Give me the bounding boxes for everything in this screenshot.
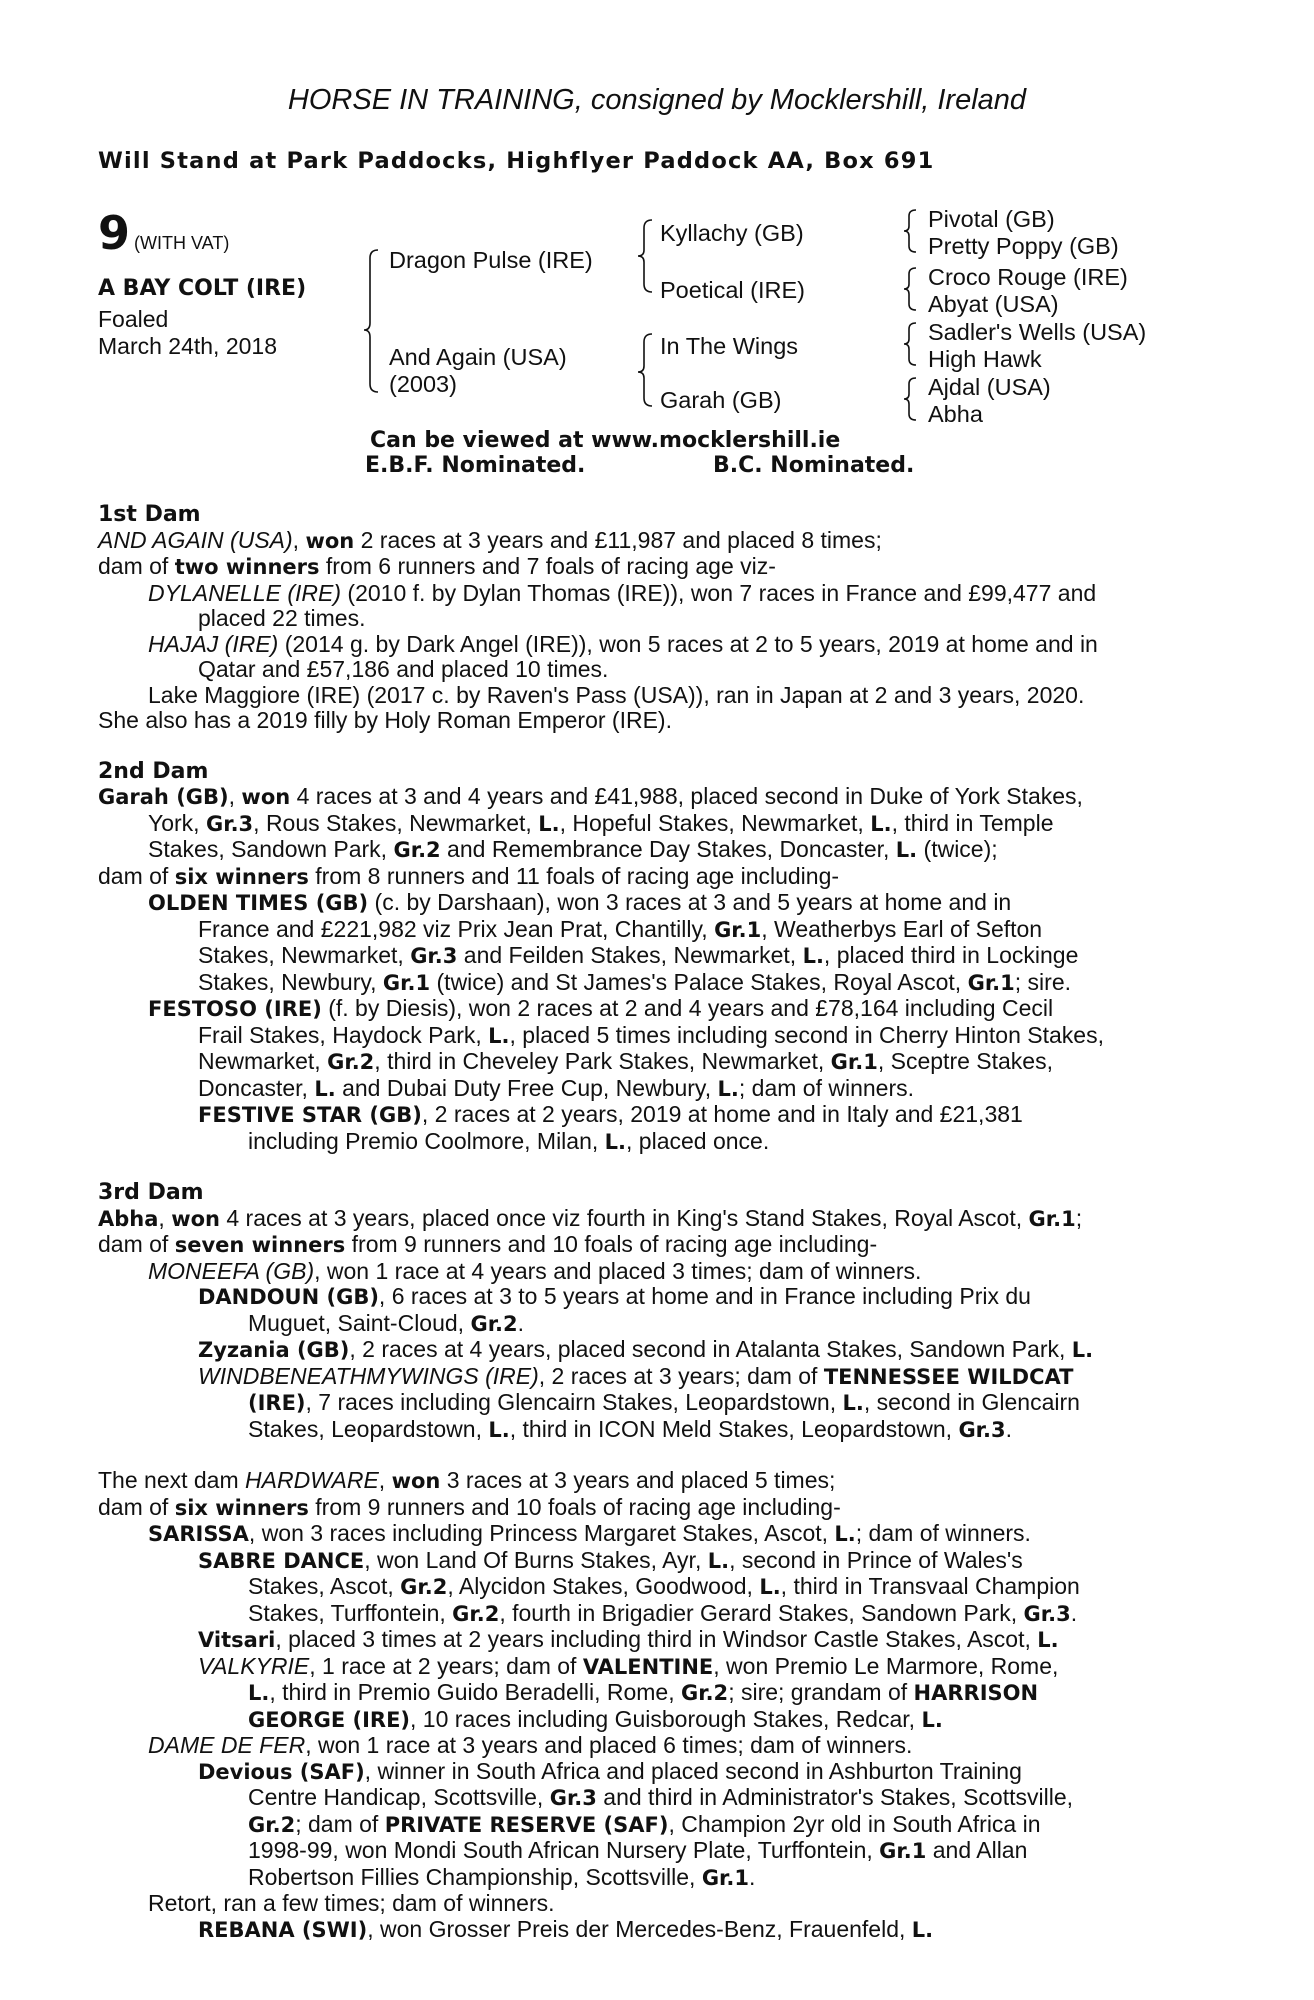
third-dam-line: DANDOUN (GB), 6 races at 3 to 5 years at home and in France including Prix du — [198, 1283, 1031, 1309]
second-dam-line: including Premio Coolmore, Milan, L., placed once. — [248, 1127, 770, 1154]
pedigree-g7: Ajdal (USA) — [928, 374, 1051, 400]
foaled-label: Foaled — [98, 306, 169, 332]
second-dam-line: Frail Stakes, Haydock Park, L., placed 5 times including second in Cherry Hinton Stakes, — [198, 1021, 1104, 1048]
next-dam-line: Centre Handicap, Scottsville, Gr.3 and third in Administrator's Stakes, Scottsville, — [248, 1784, 1073, 1810]
stand-location: Will Stand at Park Paddocks, Highflyer Paddock AA, Box 691 — [98, 148, 935, 174]
consignment-line: HORSE IN TRAINING, consigned by Mocklershill, Ireland — [287, 84, 1027, 116]
pedigree-sire-dam: Poetical (IRE) — [660, 277, 805, 303]
bracket-dam — [638, 334, 652, 406]
second-dam-line: Stakes, Newmarket, Gr.3 and Feilden Stakes, Newmarket, L., placed third in Lockinge — [198, 942, 1079, 968]
first-dam-line: She also has a 2019 filly by Holy Roman Emperor (IRE). — [98, 707, 672, 733]
next-dam-line: SABRE DANCE, won Land Of Burns Stakes, Ayr, L., second in Prince of Wales's — [198, 1546, 1023, 1573]
first-dam-line: DYLANELLE (IRE) (2010 f. by Dylan Thomas (IRE)), won 7 races in France and £99,477 and — [148, 579, 1097, 606]
next-dam-line: Vitsari, placed 3 times at 2 years including third in Windsor Castle Stakes, Ascot, L. — [198, 1626, 1059, 1652]
next-dam-line: The next dam HARDWARE, won 3 races at 3 years and placed 5 times; — [98, 1467, 836, 1493]
first-dam-heading: 1st Dam — [98, 502, 201, 527]
third-dam-line: Zyzania (GB), 2 races at 4 years, placed second in Atalanta Stakes, Sandown Park, L. — [198, 1336, 1094, 1362]
pedigree-sire: Dragon Pulse (IRE) — [389, 247, 593, 273]
second-dam-line: Stakes, Sandown Park, Gr.2 and Remembrance Day Stakes, Doncaster, L. (twice); — [148, 836, 998, 862]
next-dam-line: VALKYRIE, 1 race at 2 years; dam of VALENTINE, won Premio Le Marmore, Rome, — [198, 1652, 1059, 1679]
bracket-g2 — [904, 268, 916, 310]
bracket-g4 — [904, 378, 916, 420]
first-dam-line: Lake Maggiore (IRE) (2017 c. by Raven's Pass (USA)), ran in Japan at 2 and 3 years, 2020. — [148, 681, 1085, 708]
second-dam-line: FESTIVE STAR (GB), 2 races at 2 years, 2019 at home and in Italy and £21,381 — [198, 1101, 1023, 1127]
bracket-sire — [638, 220, 652, 292]
pedigree-dam-year: (2003) — [389, 371, 457, 397]
first-dam-line: HAJAJ (IRE) (2014 g. by Dark Angel (IRE)), won 5 races at 2 to 5 years, 2019 at home and in — [148, 630, 1098, 657]
next-dam-line: 1998-99, won Mondi South African Nursery Plate, Turffontein, Gr.1 and Allan — [248, 1837, 1028, 1863]
next-dam-line: Stakes, Ascot, Gr.2, Alycidon Stakes, Goodwood, L., third in Transvaal Champion — [248, 1573, 1080, 1599]
pedigree-g4: Abyat (USA) — [928, 291, 1059, 317]
next-dam-line: Gr.2; dam of PRIVATE RESERVE (SAF), Champion 2yr old in South Africa in — [248, 1810, 1041, 1837]
first-dam-line: placed 22 times. — [198, 605, 366, 631]
second-dam-line: OLDEN TIMES (GB) (c. by Darshaan), won 3 races at 3 and 5 years at home and in — [148, 889, 1012, 915]
ebf-note: E.B.F. Nominated. — [365, 453, 586, 478]
next-dam-line: L., third in Premio Guido Beradelli, Rome, Gr.2; sire; grandam of HARRISON — [248, 1679, 1039, 1705]
second-dam-heading: 2nd Dam — [98, 758, 209, 784]
next-dam-line: Stakes, Turffontein, Gr.2, fourth in Brigadier Gerard Stakes, Sandown Park, Gr.3. — [248, 1599, 1078, 1626]
bracket-parents — [364, 250, 378, 392]
next-dam-line: Robertson Fillies Championship, Scottsville, Gr.1. — [248, 1863, 756, 1890]
bracket-g1 — [904, 210, 916, 252]
second-dam-line: Garah (GB), won 4 races at 3 and 4 years and £41,988, placed second in Duke of York Stakes, — [98, 783, 1083, 809]
horse-description: A BAY COLT (IRE) — [98, 276, 307, 301]
second-dam-line: FESTOSO (IRE) (f. by Diesis), won 2 races at 2 and 4 years and £78,164 including Cecil — [148, 995, 1054, 1021]
third-dam-line: Muguet, Saint-Cloud, Gr.2. — [248, 1309, 525, 1336]
second-dam-line: Stakes, Newbury, Gr.1 (twice) and St James's Palace Stakes, Royal Ascot, Gr.1; sire. — [198, 968, 1072, 995]
next-dam-line: Devious (SAF), winner in South Africa and placed second in Ashburton Training — [198, 1757, 1022, 1784]
next-dam-line: REBANA (SWI), won Grosser Preis der Mercedes-Benz, Frauenfeld, L. — [198, 1915, 934, 1942]
vat-label: (WITH VAT) — [134, 233, 230, 253]
pedigree-g8: Abha — [928, 401, 983, 427]
next-dam-line: GEORGE (IRE), 10 races including Guisborough Stakes, Redcar, L. — [248, 1705, 943, 1732]
viewing-note: Can be viewed at www.mocklershill.ie — [370, 428, 841, 453]
bracket-g3 — [904, 323, 916, 365]
next-dam-line: DAME DE FER, won 1 race at 3 years and placed 6 times; dam of winners. — [148, 1732, 913, 1758]
pedigree-g2: Pretty Poppy (GB) — [928, 233, 1119, 259]
dam-details — [98, 502, 1198, 1943]
first-dam-line: dam of two winners from 6 runners and 7 foals of racing age viz- — [98, 553, 776, 579]
third-dam-line: WINDBENEATHMYWINGS (IRE), 2 races at 3 years; dam of TENNESSEE WILDCAT — [198, 1362, 1074, 1389]
pedigree-dam-sire: In The Wings — [660, 333, 799, 359]
second-dam-line: Newmarket, Gr.2, third in Cheveley Park Stakes, Newmarket, Gr.1, Sceptre Stakes, — [198, 1048, 1053, 1074]
second-dam-line: York, Gr.3, Rous Stakes, Newmarket, L., Hopeful Stakes, Newmarket, L., third in Temple — [148, 809, 1054, 836]
pedigree-dam: And Again (USA) — [389, 344, 567, 370]
pedigree-g3: Croco Rouge (IRE) — [928, 264, 1128, 290]
first-dam-line: Qatar and £57,186 and placed 10 times. — [198, 656, 609, 682]
third-dam-heading: 3rd Dam — [98, 1180, 204, 1205]
pedigree-g6: High Hawk — [928, 346, 1042, 372]
second-dam-line: France and £221,982 viz Prix Jean Prat, Chantilly, Gr.1, Weatherbys Earl of Sefton — [198, 915, 1043, 942]
next-dam-line: Retort, ran a few times; dam of winners. — [148, 1890, 555, 1916]
pedigree-dam-dam: Garah (GB) — [660, 387, 782, 413]
bc-note: B.C. Nominated. — [713, 453, 915, 478]
second-dam-line: Doncaster, L. and Dubai Duty Free Cup, Newbury, L.; dam of winners. — [198, 1074, 915, 1101]
third-dam-line: MONEEFA (GB), won 1 race at 4 years and placed 3 times; dam of winners. — [148, 1257, 922, 1284]
second-dam-line: dam of six winners from 8 runners and 11 foals of racing age including- — [98, 862, 840, 889]
third-dam-line: dam of seven winners from 9 runners and 10 foals of racing age including- — [98, 1231, 878, 1257]
pedigree-brackets — [0, 0, 1314, 440]
pedigree-g1: Pivotal (GB) — [928, 206, 1055, 232]
first-dam-line: AND AGAIN (USA), won 2 races at 3 years and £11,987 and placed 8 times; — [98, 526, 882, 553]
third-dam-line: Stakes, Leopardstown, L., third in ICON Meld Stakes, Leopardstown, Gr.3. — [248, 1415, 1013, 1442]
pedigree-g5: Sadler's Wells (USA) — [928, 319, 1147, 345]
foaled-date: March 24th, 2018 — [98, 333, 278, 359]
pedigree-sire-sire: Kyllachy (GB) — [660, 220, 804, 246]
next-dam-line: SARISSA, won 3 races including Princess Margaret Stakes, Ascot, L.; dam of winners. — [148, 1520, 1031, 1546]
third-dam-line: Abha, won 4 races at 3 years, placed once viz fourth in King's Stand Stakes, Royal Ascot, Gr.1; — [98, 1204, 1083, 1231]
third-dam-line: (IRE), 7 races including Glencairn Stakes, Leopardstown, L., second in Glencairn — [248, 1389, 1080, 1415]
lot-number: 9 — [98, 206, 131, 260]
next-dam-line: dam of six winners from 9 runners and 10 foals of racing age including- — [98, 1493, 841, 1520]
